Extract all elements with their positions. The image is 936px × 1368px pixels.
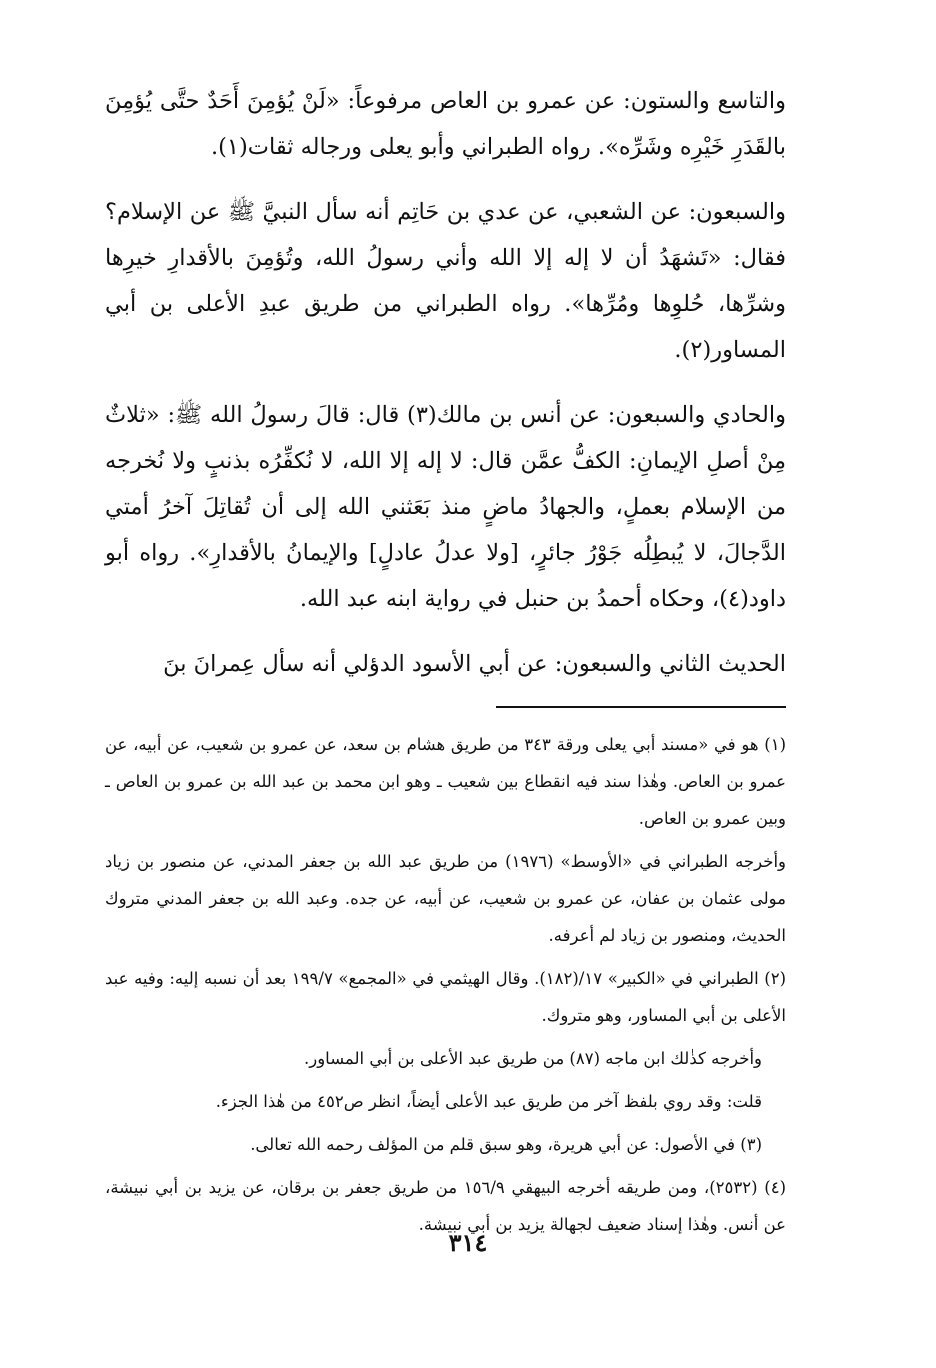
footnote-1-continued: وأخرجه الطبراني في «الأوسط» (١٩٧٦) من طريق عبد الله بن جعفر المدني، عن منصور بن زياد مولى عثمان بن عفان، عن عمرو بن شعيب، عن أبيه، عن جده. وعبد الله بن جعفر المدني متروك الحديث، ومنصور بن زياد لم أعرفه. [105,852,786,945]
main-text [105,78,786,687]
footnote-2: (٢) الطبراني في «الكبير» ١٧/(١٨٢). وقال الهيثمي في «المجمع» ١٩٩/٧ بعد أن نسبه إليه: وفيه عبد الأعلى بن أبي المساور، وهو متروك. [105,969,786,1025]
paragraph-69: والتاسع والستون: عن عمرو بن العاص مرفوعاً: «لَنْ يُؤمِنَ أَحَدٌ حتَّى يُؤمِنَ بالقَدَرِ خَيْرِه وشَرِّه». رواه الطبراني وأبو يعلى ورجاله ثقات(١). [105,88,786,160]
footnote-rule-wrap [105,706,786,708]
footnote-divider [496,706,786,708]
footnote-1: (١) هو في «مسند أبي يعلى ورقة ٣٤٣ من طريق هشام بن سعد، عن عمرو بن شعيب، عن أبيه، عن عمرو بن العاص. وهٰذا سند فيه انقطاع بين شعيب ـ وهو ابن محمد بن عبد الله بن عمرو بن العاص ـ وبين عمرو بن العاص. [105,735,786,828]
footnote-2-remark: قلت: وقد روي بلفظ آخر من طريق عبد الأعلى أيضاً، انظر ص٤٥٢ من هٰذا الجزء. [215,1092,762,1111]
footnote-4: (٤) (٢٥٣٢)، ومن طريقه أخرجه البيهقي ١٥٦/٩ من طريق جعفر بن برقان، عن يزيد بن أبي نبيشة، عن أنس. وهٰذا إسناد ضعيف لجهالة يزيد بن أبي نبيشة. [105,1178,786,1234]
paragraph-70: والسبعون: عن الشعبي، عن عدي بن حَاتِم أنه سأل النبيَّ ﷺ عن الإسلام؟ فقال: «تَشهَدُ أن لا إله إلا الله وأني رسولُ الله، وتُؤمِنَ بالأقدارِ خيرِها وشرِّها، حُلوِها ومُرِّها». رواه الطبراني من طريق عبدِ الأعلى بن أبي المساور(٢). [105,199,786,363]
paragraph-71: والحادي والسبعون: عن أنس بن مالك(٣) قال: قالَ رسولُ الله ﷺ: «ثلاثٌ مِنْ أصلِ الإيمانِ: الكفُّ عمَّن قال: لا إله إلا الله، لا نُكفِّرُه بذنبٍ ولا نُخرجه من الإسلام بعملٍ، والجهادُ ماضٍ منذ بَعَثني الله إلى أن تُقاتِلَ آخرُ أمتي الدَّجالَ، لا يُبطِلُه جَوْرُ جائرٍ، [ولا عدلُ عادلٍ] والإيمانُ بالأقدارِ». رواه أبو داود(٤)، وحكاه أحمدُ بن حنبل في رواية ابنه عبد الله. [105,402,786,612]
footnote-2-continued: وأخرجه كذٰلك ابن ماجه (٨٧) من طريق عبد الأعلى بن أبي المساور. [304,1049,762,1068]
footnotes [105,726,786,1243]
paragraph-72: الحديث الثاني والسبعون: عن أبي الأسود الدؤلي أنه سأل عِمرانَ بنَ [163,651,786,677]
footnote-3: (٣) في الأصول: عن أبي هريرة، وهو سبق قلم من المؤلف رحمه الله تعالى. [250,1135,762,1154]
page-number: ٣١٤ [448,1228,488,1257]
